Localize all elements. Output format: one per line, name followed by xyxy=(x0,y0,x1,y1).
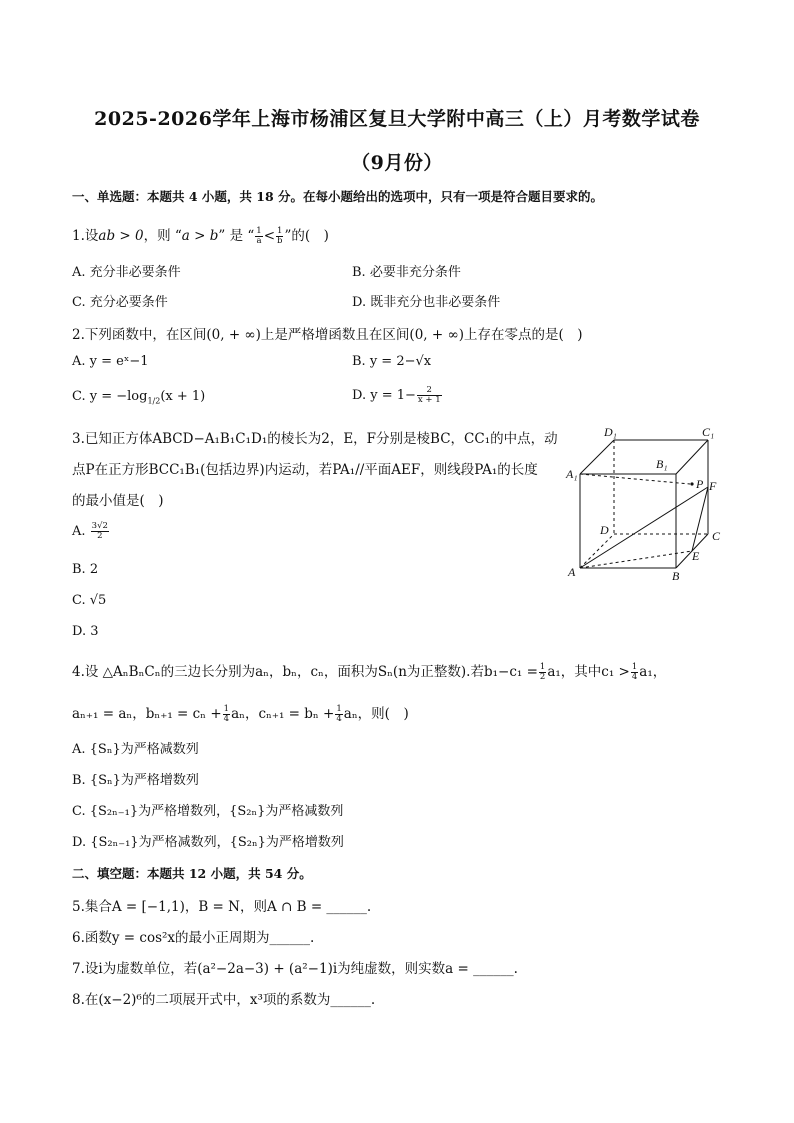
q3-option-a-pre: A. xyxy=(72,524,86,539)
label-d: D xyxy=(600,523,609,537)
q3-option-a-frac: $\frac{3√2}{2}$ xyxy=(91,521,108,541)
q2-option-b[interactable]: B. y = 2−√x xyxy=(352,354,432,369)
q1-option-b[interactable]: B. 必要非充分条件 xyxy=(352,265,461,280)
q2-option-d-frac: $\frac{2}{x + 1}$ xyxy=(417,385,441,405)
q4-line2-a: aₙ₊₁ = aₙ，bₙ₊₁ = cₙ + xyxy=(72,706,222,722)
label-e: E xyxy=(692,549,700,563)
q4-line1-mid: a₁，其中c₁ > xyxy=(547,664,630,680)
q1-option-c[interactable]: C. 充分必要条件 xyxy=(72,295,168,310)
label-p: P xyxy=(696,477,704,491)
q2-option-d[interactable] xyxy=(352,386,443,405)
q4-frac-2: $\frac{1}{4}$ xyxy=(631,662,638,682)
exam-title: 2025-2026学年上海市杨浦区复旦大学附中高三（上）月考数学试卷 xyxy=(94,108,700,130)
q2-option-d-pre: D. y = 1− xyxy=(352,388,416,403)
q3-option-c[interactable]: C. √5 xyxy=(72,593,107,608)
q4-line2-b: aₙ，cₙ₊₁ = bₙ + xyxy=(231,706,335,722)
q1-condition: ab > 0 xyxy=(98,228,144,244)
q2-option-a[interactable]: A. y = eˣ−1 xyxy=(72,354,149,369)
q4-option-c[interactable]: C. {S₂ₙ₋₁}为严格增数列，{S₂ₙ}为严格减数列 xyxy=(72,804,344,819)
label-a1: A₁ xyxy=(566,467,578,481)
label-f: F xyxy=(709,479,717,493)
q4-frac-1: $\frac{1}{2}$ xyxy=(539,662,546,682)
q1-option-d[interactable]: D. 既非充分也非必要条件 xyxy=(352,295,501,310)
question-2-stem: 2.下列函数中，在区间(0, + ∞)上是严格增函数且在区间(0, + ∞)上存在零点的是( ) xyxy=(72,327,583,343)
q4-line1-post: a₁， xyxy=(639,664,667,680)
q1-stem-c: ，则 “ xyxy=(143,228,182,244)
q3-option-b[interactable]: B. 2 xyxy=(72,562,99,577)
cube-figure xyxy=(556,418,732,590)
q4-frac-3: $\frac{1}{4}$ xyxy=(223,704,230,724)
label-c1: C₁ xyxy=(702,425,715,439)
q4-option-d[interactable]: D. {S₂ₙ₋₁}为严格减数列，{S₂ₙ}为严格增数列 xyxy=(72,835,344,850)
question-6: 6.函数y = cos²x的最小正周期为______. xyxy=(72,930,315,946)
q1-stem-e: ” 是 “ xyxy=(218,228,255,244)
q4-option-b[interactable]: B. {Sₙ}为严格增数列 xyxy=(72,773,199,788)
q2-option-c-base: 1/2 xyxy=(147,396,161,406)
section-single-choice: 一、单选题：本题共 4 小题，共 18 分。在每小题给出的选项中，只有一项是符合题目要求的。 xyxy=(72,189,604,204)
q1-frac-1: $\frac{1}{a}$ xyxy=(256,226,262,246)
question-3-line-1: 3.已知正方体ABCD−A₁B₁C₁D₁的棱长为2，E，F分别是棱BC，CC₁的中点，动 xyxy=(72,431,558,447)
question-8: 8.在(x−2)⁶的二项展开式中，x³项的系数为______. xyxy=(72,992,376,1008)
q4-option-a[interactable]: A. {Sₙ}为严格减数列 xyxy=(72,742,199,757)
q1-stem-f: ”的( ) xyxy=(284,228,329,244)
question-3-line-3: 的最小值是( ) xyxy=(72,493,164,509)
question-4-line-2 xyxy=(72,702,409,724)
q3-option-d[interactable]: D. 3 xyxy=(72,624,99,639)
point-p-dot xyxy=(690,482,693,485)
question-3-line-2: 点P在正方形BCC₁B₁(包括边界)内运动，若PA₁//平面AEF，则线段PA₁的长度 xyxy=(72,462,538,478)
exam-subtitle: （9月份） xyxy=(351,152,443,174)
q2-option-c-pre: C. y = −log xyxy=(72,389,148,404)
label-b1: B₁ xyxy=(656,457,668,471)
question-4-line-1 xyxy=(72,660,666,682)
q4-frac-4: $\frac{1}{4}$ xyxy=(336,704,342,724)
q3-option-a[interactable] xyxy=(72,522,110,541)
q2-option-c[interactable] xyxy=(72,389,205,406)
question-1-stem xyxy=(72,224,329,246)
q1-prop-a: a > b xyxy=(181,228,219,244)
q4-line1-pre: 4.设 △AₙBₙCₙ的三边长分别为aₙ，bₙ，cₙ，面积为Sₙ(n为正整数).若b₁−c₁ = xyxy=(72,664,538,680)
q1-stem-a: 1.设 xyxy=(72,228,99,244)
q1-option-a[interactable]: A. 充分非必要条件 xyxy=(72,265,181,280)
q1-frac-2: $\frac{1}{b}$ xyxy=(277,226,283,246)
q2-option-c-post: (x + 1) xyxy=(160,389,206,404)
label-a: A xyxy=(568,565,576,579)
label-d1: D₁ xyxy=(604,425,617,439)
question-7: 7.设i为虚数单位，若(a²−2a−3) + (a²−1)i为纯虚数，则实数a = ______. xyxy=(72,961,518,977)
label-c: C xyxy=(712,529,721,543)
section-fill-blank: 二、填空题：本题共 12 小题，共 54 分。 xyxy=(72,866,312,881)
q4-line2-c: aₙ，则( ) xyxy=(343,706,409,722)
question-5: 5.集合A = [−1,1)，B = N，则A ∩ B = ______. xyxy=(72,899,372,915)
q1-lt: < xyxy=(263,228,275,244)
label-b: B xyxy=(672,569,680,583)
